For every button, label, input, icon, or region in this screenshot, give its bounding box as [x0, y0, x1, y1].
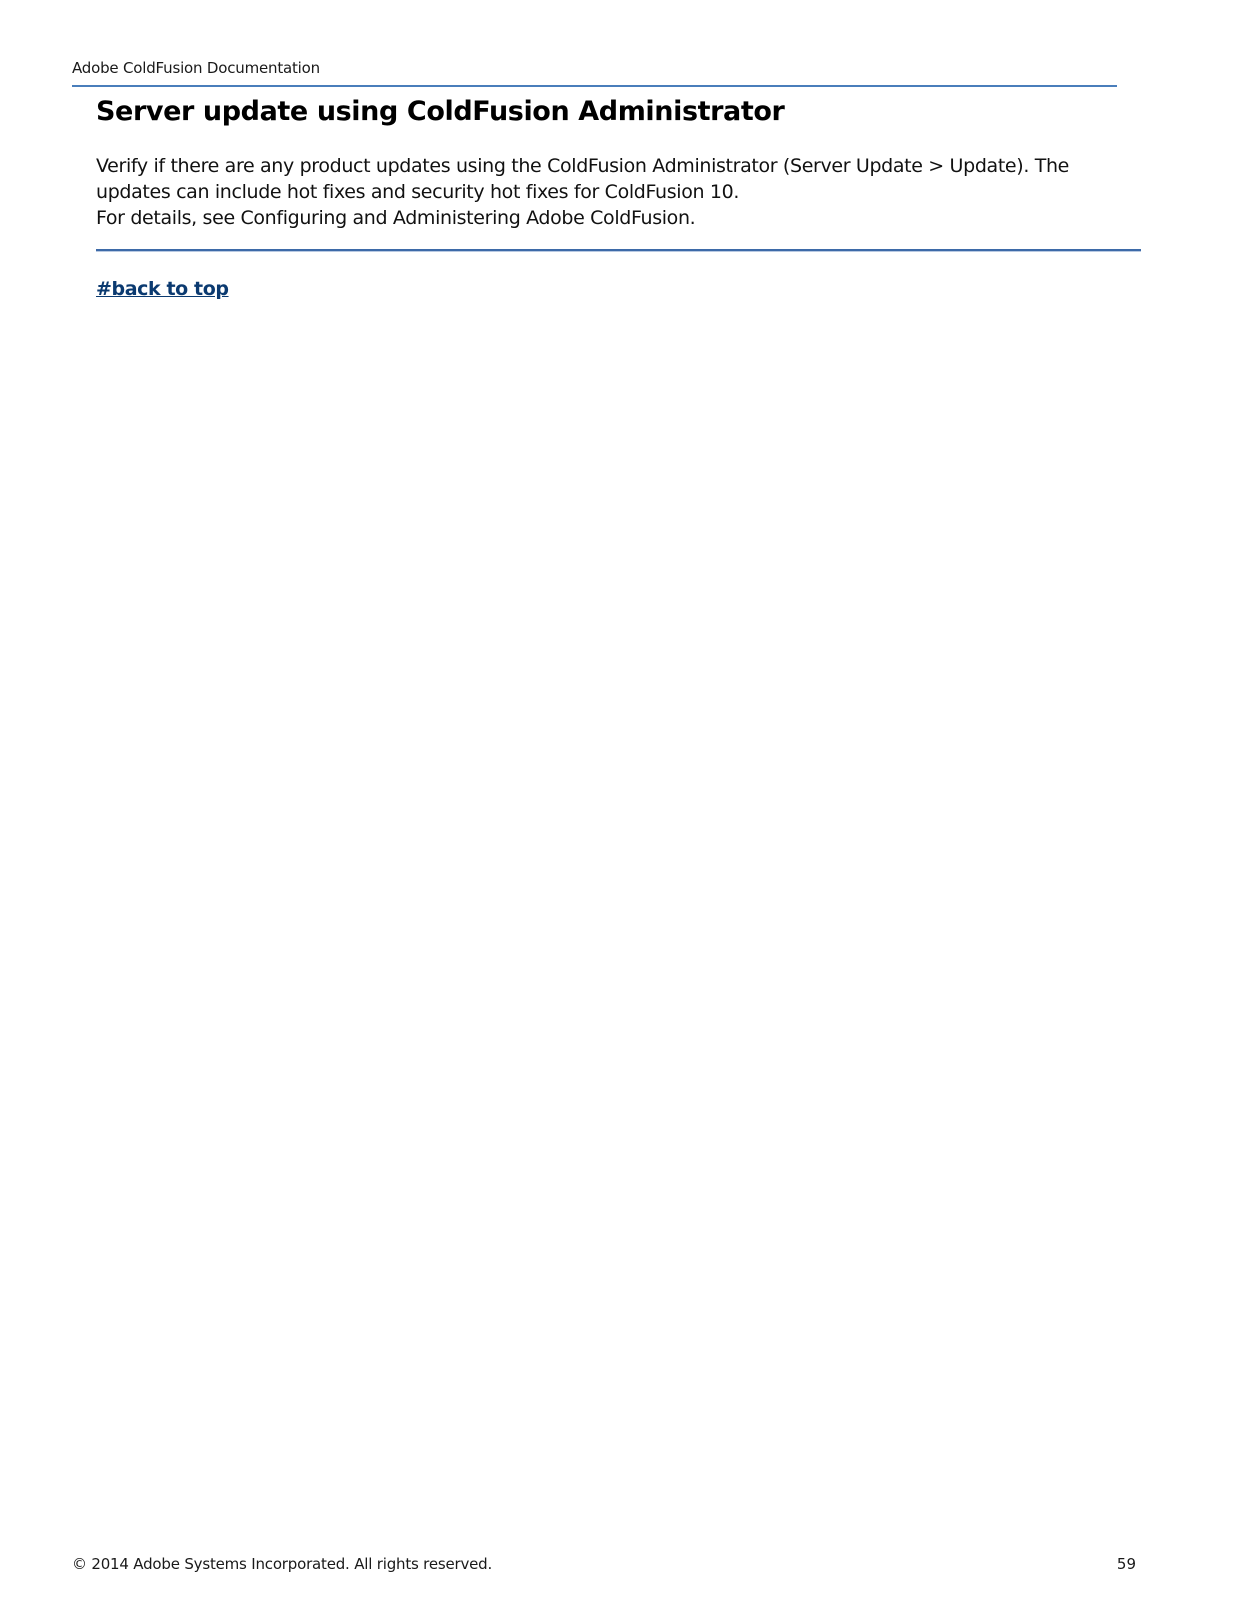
paragraph-update-info: Verify if there are any product updates using the ColdFusion Administrator (Server Update > Update). The updates can include hot fixes and security hot fixes for ColdFusion 10. — [96, 155, 1069, 203]
section-divider — [96, 249, 1141, 252]
back-to-top-link[interactable]: #back to top — [96, 278, 229, 300]
page-number: 59 — [1116, 1555, 1136, 1573]
page-title: Server update using ColdFusion Administrator — [96, 96, 785, 127]
running-header: Adobe ColdFusion Documentation — [72, 59, 320, 77]
footer-copyright: © 2014 Adobe Systems Incorporated. All rights reserved. — [72, 1555, 493, 1573]
header-divider — [72, 85, 1117, 87]
paragraph-details: For details, see Configuring and Administering Adobe ColdFusion. — [96, 207, 696, 229]
body-text — [96, 153, 1146, 231]
